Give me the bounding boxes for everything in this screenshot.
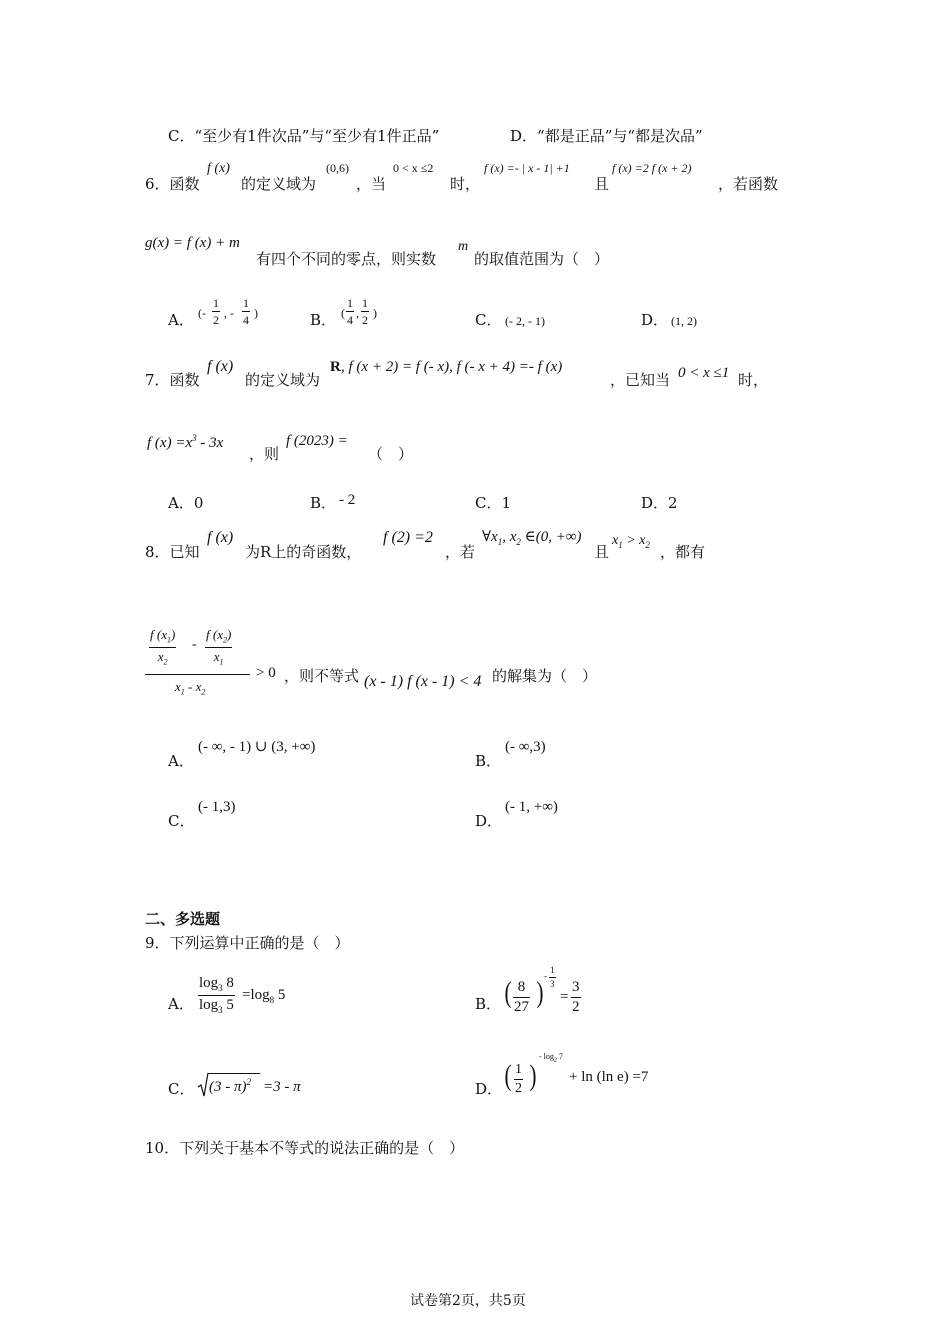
q9-option-b-frac: [513, 980, 530, 1015]
q9-option-a-frac: [198, 976, 235, 1015]
q9-c-rhs: =3 - π: [263, 1079, 301, 1095]
frac-den: 27: [514, 999, 529, 1015]
q7-conditions: , f (x + 2) = f (- x), f (- x + 4) =- f (x): [341, 359, 563, 375]
q7-ask: f (2023) =: [286, 433, 348, 449]
frac-bar: [549, 977, 556, 978]
q9-a-rhs-log: =log: [242, 987, 270, 1003]
q9-c-rad-exp: 2: [246, 1077, 251, 1087]
q8-option-d-label: D．: [475, 812, 503, 830]
q7-option-b-label: B．: [310, 494, 337, 512]
q9-a-num-log: log: [199, 975, 219, 991]
q7-text-6: （ ）: [368, 445, 414, 463]
q9-c-rad-body: (3 - π): [209, 1079, 247, 1095]
q8-den-sub-1: 1: [180, 687, 185, 697]
q6-g-expr: g(x) = f (x) + m: [145, 235, 240, 251]
q8-x1-sub: 1: [219, 657, 224, 667]
q7-text-5: ，则: [249, 445, 280, 463]
q6-text-2: 的定义域为: [241, 175, 317, 193]
q6-option-a-pre: (-: [198, 306, 206, 320]
q8-f2: f (2) =2: [383, 529, 433, 546]
q9-d-left-paren: (: [504, 1059, 512, 1092]
section-2-title: 二、多选题: [145, 910, 221, 928]
q9-option-a-rhs: [242, 988, 285, 1005]
q8-den-mid: - x: [184, 679, 202, 694]
frac-num: 1: [213, 296, 219, 310]
q9-b-rhs-frac: [571, 980, 581, 1015]
q8-x2: x: [157, 648, 164, 664]
q8-den-x1: x: [175, 679, 181, 694]
q7-R: R: [330, 359, 341, 375]
frac-den: 2: [213, 313, 219, 327]
q8-compound-fraction: [145, 624, 255, 698]
q6-option-a-frac-1: [212, 297, 220, 326]
q9-b-exp-sign: -: [544, 971, 547, 981]
frac-bar: [513, 997, 530, 998]
sqrt-icon: [197, 1072, 209, 1098]
q8-gt0: > 0: [256, 665, 276, 681]
q9-b-eq: =: [560, 989, 569, 1005]
q6-text-1: 6．函数: [145, 175, 200, 193]
q9-option-a-label: A．: [168, 995, 194, 1013]
q6-option-c-value: (- 2, - 1): [505, 314, 545, 328]
q8-option-c-label: C．: [168, 812, 195, 830]
q6-option-d-value: (1, 2): [671, 314, 697, 328]
q6-option-b-mid: ,: [356, 306, 359, 320]
q6-option-a-label: A．: [168, 311, 194, 329]
q9-a-rhs-base: 8: [269, 995, 275, 1005]
q8-option-b-value: (- ∞,3): [505, 739, 546, 755]
frac-den: 3: [550, 979, 555, 989]
q8-f1-sub: 1: [166, 635, 171, 645]
q9-d-exp: [539, 1053, 563, 1064]
q6-option-b-label: B．: [310, 311, 337, 329]
q9-option-c-label: C．: [168, 1080, 195, 1098]
q6-option-a-mid: , -: [224, 306, 234, 320]
q8-gt-sub-2: 2: [645, 539, 650, 550]
q9-d-exp-arg: 7: [556, 1052, 563, 1061]
q7-fx: f (x): [207, 358, 234, 375]
q6-expr-1: f (x) =- | x - 1| +1: [484, 161, 570, 175]
q6-option-d-label: D．: [641, 311, 669, 329]
frac-num: 1: [550, 965, 555, 975]
q8-f2-sub: 2: [222, 635, 227, 645]
q7-fx-def: [147, 434, 223, 451]
frac-den: 4: [347, 313, 353, 327]
q9-option-b-label: B．: [475, 995, 502, 1013]
q9-a-num-arg: 8: [222, 975, 234, 991]
q8-option-a-value: (- ∞, - 1) ∪ (3, +∞): [198, 739, 316, 755]
frac-bar: [514, 1079, 523, 1080]
q8-gt-rel: > x: [622, 533, 646, 548]
q9-a-den-base: 3: [218, 1005, 223, 1015]
q8-gt-x1: x: [612, 533, 619, 548]
frac-den: [205, 650, 232, 667]
frac-den: 4: [243, 313, 249, 327]
q8-option-a-label: A．: [168, 752, 194, 770]
frac-num: [198, 976, 235, 993]
q8-text-6: ，则不等式: [284, 667, 360, 685]
q6-text-3: ，当: [356, 175, 387, 193]
q8-text-4: 且: [594, 543, 610, 561]
q9-a-den-log: log: [199, 997, 219, 1013]
sqrt-vinculum: [208, 1073, 260, 1074]
frac-num: 1: [243, 296, 249, 310]
frac-num: [205, 628, 232, 645]
q8-gt-sub-1: 1: [618, 539, 623, 550]
q8-option-d-value: (- 1, +∞): [505, 799, 558, 815]
q8-text-2: 为R上的奇函数，: [245, 543, 362, 561]
q6-option-b-post: ): [373, 306, 377, 320]
q9-d-rhs: + ln (ln e) =7: [569, 1069, 649, 1085]
q8-comma-x: , x: [502, 529, 517, 545]
q8-option-b-label: B．: [475, 752, 502, 770]
q9-stem: 9．下列运算中正确的是（ ）: [145, 934, 350, 952]
q7-fx-def-main: f (x) =x: [147, 435, 193, 451]
q8-text-7: 的解集为（ ）: [492, 667, 598, 685]
frac-bar: [198, 995, 235, 996]
frac-num: 1: [362, 296, 368, 310]
q6-m: m: [458, 239, 469, 254]
q8-forall-x: ∀x: [482, 529, 498, 545]
q8-text-5: ，都有: [660, 543, 706, 561]
q8-text-3: ，若: [445, 543, 476, 561]
q9-d-exp-log: - log: [539, 1052, 554, 1061]
q6-option-a-post: ): [254, 306, 258, 320]
q9-d-frac: [514, 1063, 523, 1096]
frac-bar: [242, 311, 250, 312]
q6-option-b-pre: (: [341, 306, 345, 320]
frac-bar: [149, 647, 176, 648]
q8-inner-frac-1: [149, 628, 176, 666]
q8-x1-gt-x2: [612, 534, 650, 550]
frac-den: 2: [572, 999, 580, 1015]
q8-fx: f (x): [207, 529, 234, 546]
q6-text-8: 的取值范围为（ ）: [474, 250, 610, 268]
q9-c-sqrt: [197, 1072, 263, 1098]
frac-bar: [205, 647, 232, 648]
q6-option-c-label: C．: [475, 311, 502, 329]
q9-b-right-paren: ): [536, 976, 544, 1009]
page-footer: 试卷第2页，共5页: [410, 1293, 526, 1309]
q6-expr-2: f (x) =2 f (x + 2): [612, 161, 692, 175]
q6-text-7: 有四个不同的零点，则实数: [256, 250, 437, 268]
q7-fx-cube: 3: [192, 433, 197, 443]
q8-x2-sub: 2: [163, 657, 168, 667]
q8-den-sub-2: 2: [201, 687, 206, 697]
q6-option-b-frac-1: [346, 297, 354, 326]
q7-option-b-value: - 2: [339, 492, 356, 508]
q8-f2: f (x: [206, 627, 223, 642]
q8-sub-1: 1: [497, 537, 503, 547]
q9-b-left-paren: (: [504, 976, 512, 1009]
q7-option-c: C．1: [475, 494, 512, 512]
q8-sub-2: 2: [516, 537, 521, 547]
frac-bar: [361, 311, 369, 312]
frac-num: 1: [515, 1062, 522, 1077]
frac-den: 2: [362, 313, 368, 327]
frac-bar: [571, 997, 581, 998]
frac-den: [198, 998, 235, 1015]
q8-frac-minus: -: [192, 637, 197, 652]
q9-d-right-paren: ): [529, 1059, 537, 1092]
q9-a-rhs-arg: 5: [274, 987, 286, 1003]
q8-frac-den: [175, 680, 205, 697]
frac-num: 3: [572, 979, 580, 995]
q8-option-c-value: (- 1,3): [198, 799, 236, 815]
frac-bar: [346, 311, 354, 312]
q6-text-4: 时，: [450, 175, 481, 193]
q8-in-set: ∈(0, +∞): [520, 529, 582, 545]
q8-text-1: 8．已知: [145, 543, 200, 561]
q9-c-radicand: [209, 1078, 251, 1095]
q8-inner-frac-2: [205, 628, 232, 666]
q7-text-2: 的定义域为: [245, 371, 321, 389]
frac-bar: [212, 311, 220, 312]
q9-a-num-base: 3: [218, 983, 223, 993]
q6-fx: f (x): [207, 161, 230, 176]
q6-option-a-frac-2: [242, 297, 250, 326]
q5-option-c: C．“至少有1件次品”与“至少有1件正品”: [168, 127, 440, 145]
q10-stem: 10．下列关于基本不等式的说法正确的是（ ）: [145, 1139, 465, 1157]
frac-den: 2: [515, 1081, 522, 1096]
q6-text-6: ，若函数: [718, 175, 779, 193]
q7-option-d: D．2: [641, 494, 678, 512]
frac-den: [149, 650, 176, 667]
q8-x1: x: [213, 648, 220, 664]
q8-f2-close: ): [226, 627, 232, 642]
q9-d-exp-base: 2: [553, 1057, 557, 1064]
q7-text-4: 时，: [738, 371, 769, 389]
q7-text-3: ，已知当: [610, 371, 671, 389]
q7-option-a: A．0: [168, 494, 204, 512]
q9-b-exp-frac: [549, 966, 556, 989]
q6-domain: (0,6): [326, 161, 349, 175]
q8-f1: f (x: [150, 627, 167, 642]
q8-f1-close: ): [170, 627, 176, 642]
q6-option-b-frac-2: [361, 297, 369, 326]
q6-text-5: 且: [594, 175, 610, 193]
q8-inequality: (x - 1) f (x - 1) < 4: [364, 673, 482, 690]
q7-text-1: 7．函数: [145, 371, 200, 389]
q5-option-d: D．“都是正品”与“都是次品”: [510, 127, 703, 145]
q8-main-frac-bar: [145, 674, 250, 675]
frac-num: [149, 628, 176, 645]
q7-fx-def-rest: - 3x: [196, 435, 224, 451]
q8-forall: [482, 530, 582, 547]
q7-condition: 0 < x ≤1: [678, 365, 730, 381]
q9-option-d-label: D．: [475, 1080, 503, 1098]
frac-num: 8: [517, 979, 526, 995]
q9-a-den-arg: 5: [222, 997, 234, 1013]
q6-condition: 0 < x ≤2: [393, 161, 434, 175]
frac-num: 1: [347, 296, 353, 310]
